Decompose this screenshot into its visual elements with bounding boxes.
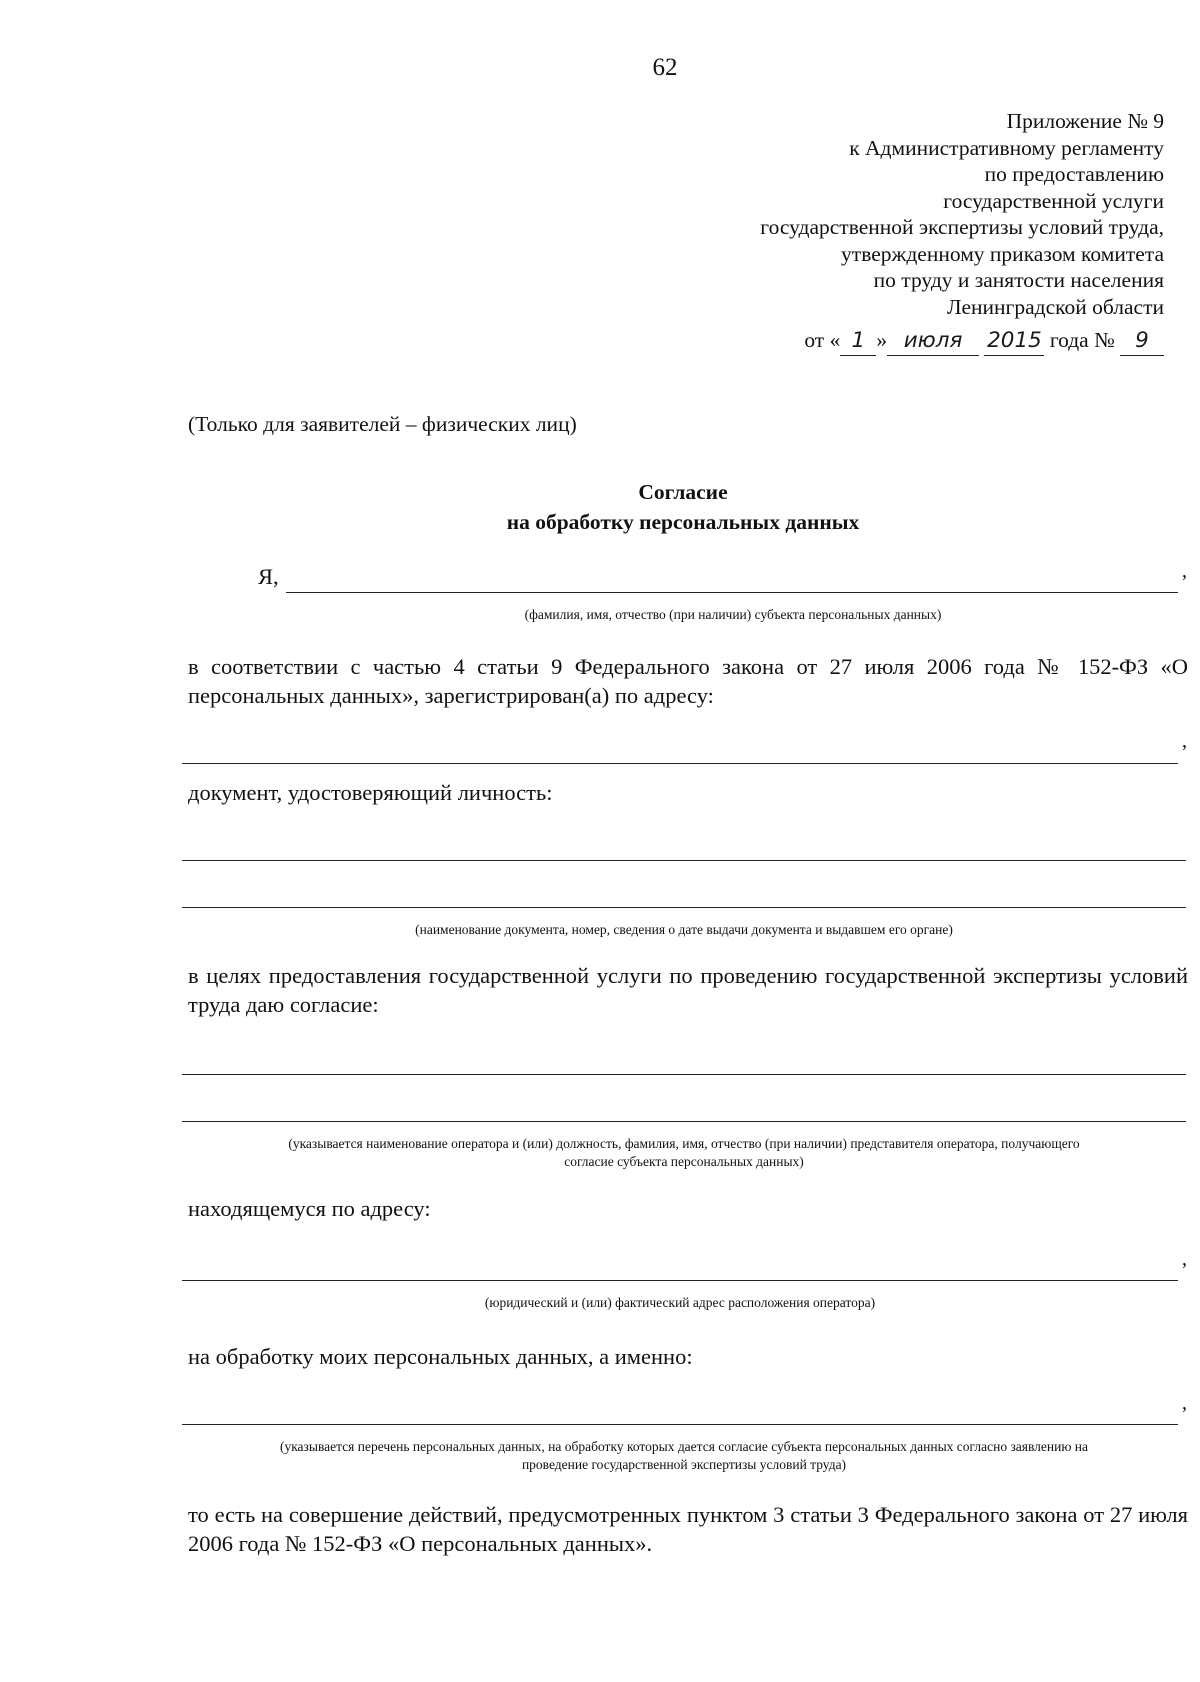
operator-address-label: находящемуся по адресу:: [188, 1196, 431, 1221]
data-list-input-line[interactable]: [182, 1424, 1178, 1425]
comma: ,: [1182, 560, 1187, 582]
date-quote-close: »: [876, 328, 888, 352]
appendix-line: по предоставлению: [984, 162, 1164, 186]
operator-address-input-line[interactable]: [182, 1280, 1178, 1281]
processing-label: на обработку моих персональных данных, а именно:: [188, 1344, 693, 1369]
operator-input-line-2[interactable]: [182, 1121, 1186, 1122]
comma: ,: [1182, 1248, 1187, 1270]
appendix-line: утвержденному приказом комитета: [841, 241, 1164, 266]
paragraph-purpose: в целях предоставления государственной услуги по проведению государственной экспертизы условий труда даю согласие:: [188, 963, 1188, 1017]
page-number: 62: [652, 54, 678, 81]
caption-operator: (указывается наименование оператора и (или) должность, фамилия, имя, отчество (при наличии) представителя оператора, получающего: [288, 1136, 1080, 1151]
document-input-line-1[interactable]: [182, 860, 1186, 861]
form-subtitle: на обработку персональных данных: [506, 510, 860, 534]
handwritten-year: 2015: [984, 327, 1044, 356]
address-input-line[interactable]: [182, 763, 1178, 764]
appendix-line: государственной экспертизы условий труда,: [760, 215, 1164, 239]
handwritten-day: 1: [840, 327, 876, 356]
document-input-line-2[interactable]: [182, 907, 1186, 908]
caption-data-list-cont: проведение государственной экспертизы условий труда): [521, 1457, 847, 1472]
document-label: документ, удостоверяющий личность:: [188, 780, 553, 805]
comma: ,: [1182, 730, 1187, 752]
appendix-line: Приложение № 9: [1006, 109, 1164, 133]
comma: ,: [1182, 1392, 1187, 1414]
handwritten-doc-number: 9: [1120, 327, 1164, 356]
appendix-line: по труду и занятости населения: [873, 268, 1164, 292]
appendix-line: государственной услуги: [943, 188, 1164, 213]
appendix-line: Ленинградской области: [947, 294, 1164, 319]
caption-fio: (фамилия, имя, отчество (при наличии) субъекта персональных данных): [524, 607, 942, 622]
caption-operator-cont: согласие субъекта персональных данных): [564, 1154, 804, 1169]
paragraph-final: то есть на совершение действий, предусмотренных пунктом 3 статьи 3 Федерального закона от 27 июля 2006 года № 152-ФЗ «О персональных данных».: [188, 1502, 1188, 1556]
caption-document: (наименование документа, номер, сведения о дате выдачи документа и выдавшем его органе): [415, 922, 953, 937]
form-title: Согласие: [638, 480, 728, 504]
ya-label: Я,: [258, 564, 279, 589]
appendix-date-line: [804, 326, 1164, 356]
appendix-header: [760, 108, 1164, 320]
appendix-line: к Административному регламенту: [849, 135, 1164, 160]
applicant-note: (Только для заявителей – физических лиц): [188, 412, 577, 436]
caption-data-list: (указывается перечень персональных данных, на обработку которых дается согласие субъекта персональных данных согласно заявлению на: [279, 1439, 1089, 1454]
date-prefix: от «: [804, 328, 841, 352]
caption-address: (юридический и (или) фактический адрес расположения оператора): [484, 1295, 876, 1310]
handwritten-month: июля: [887, 327, 979, 356]
operator-input-line-1[interactable]: [182, 1074, 1186, 1075]
date-year-word: года №: [1049, 328, 1115, 352]
fio-input-line[interactable]: [286, 592, 1178, 593]
paragraph-law: в соответствии с частью 4 статьи 9 Федерального закона от 27 июля 2006 года № 152-ФЗ «О персональных данных», зарегистрирован(а) по адресу:: [188, 654, 1188, 708]
